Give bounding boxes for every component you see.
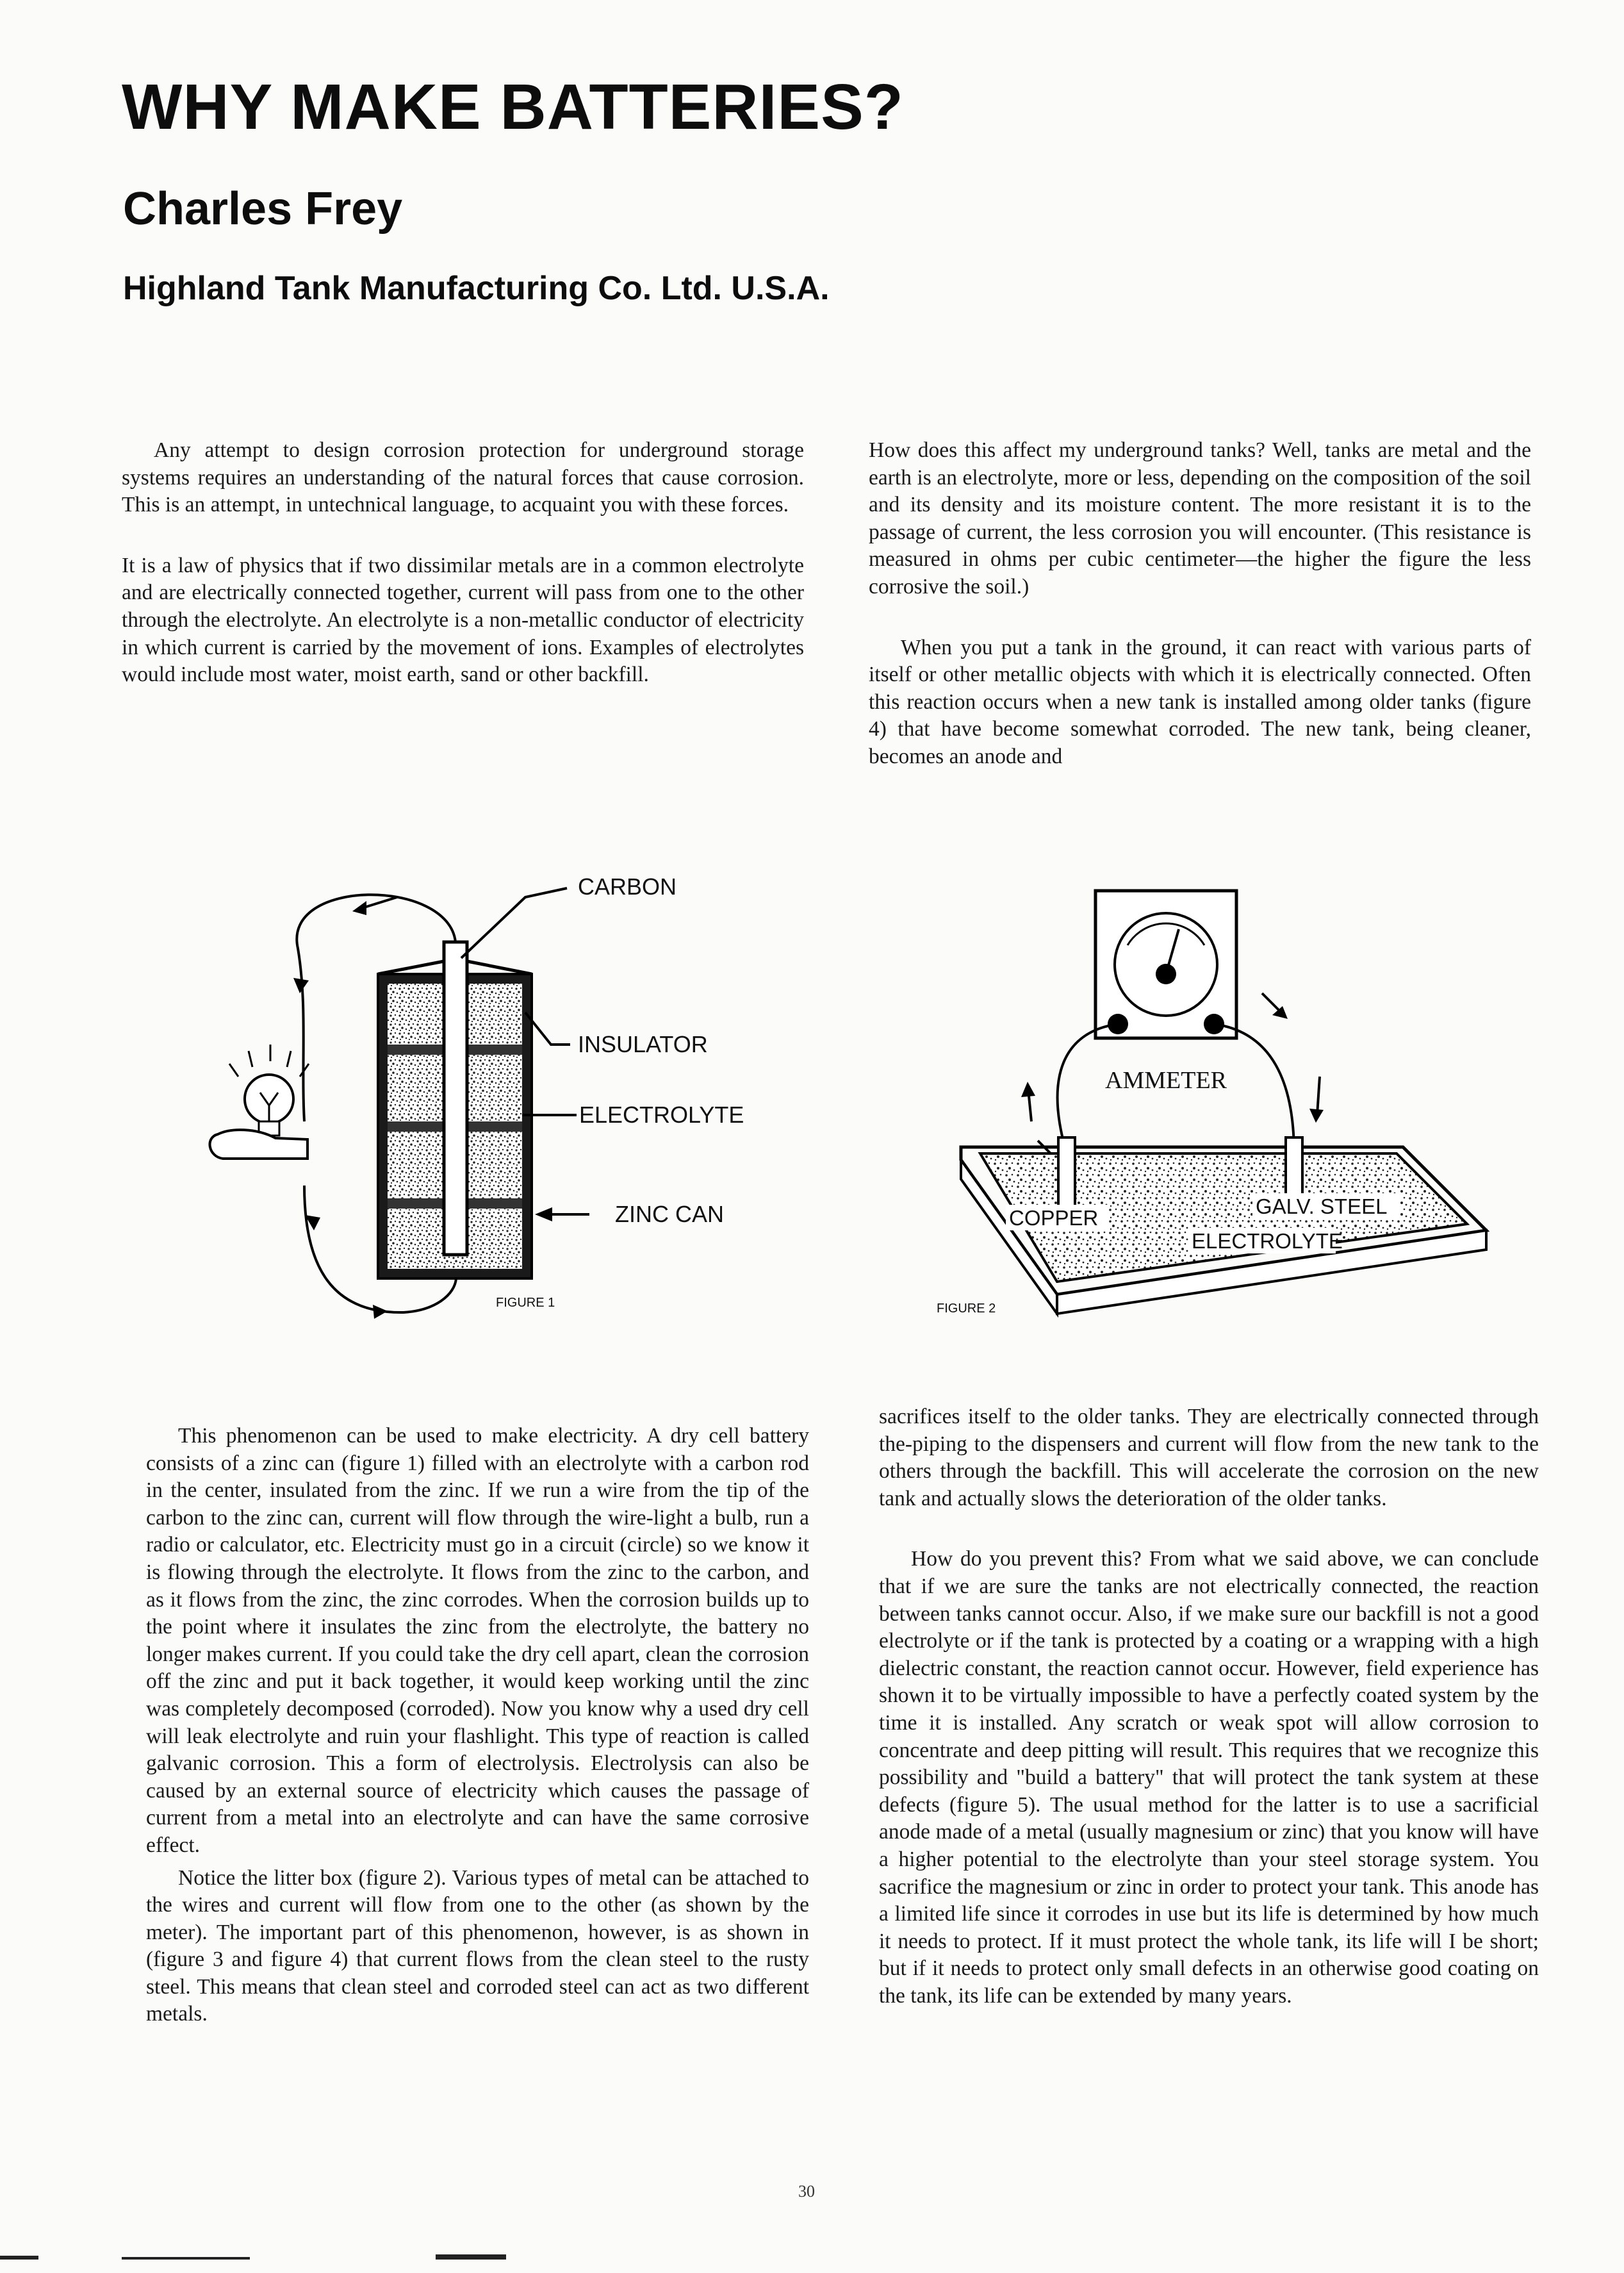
flow-arrow — [1317, 1077, 1320, 1115]
carbon-rod — [444, 942, 467, 1255]
label-electrolyte: ELECTROLYTE — [579, 1102, 744, 1128]
figure-1-dry-cell — [192, 852, 833, 1339]
paragraph: Notice the litter box (figure 2). Various types of metal can be attached to the wires and current will flow from one to the other (as shown by the meter). The important part of this phenomenon, however, is as shown in (figure 3 and figure 4) that current flows from the clean steel to the rusty steel. This means that clean steel and corroded steel can act as two different metals. — [146, 1865, 809, 2026]
column-bottom-right — [879, 1403, 1539, 2043]
ammeter-pivot — [1156, 964, 1176, 984]
hand-icon — [210, 1130, 308, 1159]
column-top-left — [122, 437, 804, 722]
paragraph: When you put a tank in the ground, it can react with various parts of itself or other metallic objects with which it is electrically connected. Often this reaction occurs when a new tank is installed among older tanks (figure 4) that have become somewhat corroded. The new tank, being cleaner, becomes an anode and — [869, 635, 1531, 768]
flow-arrow-head — [293, 978, 309, 993]
flow-arrow — [1262, 993, 1281, 1013]
scan-edge-mark — [436, 2254, 506, 2260]
figure-1-caption: FIGURE 1 — [496, 1296, 555, 1310]
carbon-leader — [461, 888, 567, 958]
figure-2-litter-box — [935, 884, 1512, 1346]
paragraph: How do you prevent this? From what we said above, we can conclude that if we are sure the tanks are not electrically connected, the reaction between tanks cannot occur. Also, if we make sure our backfill is not a good electrolyte or if the tank is protected by a coating or a wrapping with a high dielectric constant, the reaction cannot occur. However, field experience has shown it to be virtually impossible to have a perfectly coated system by the time it is installed. Any scratch or weak spot will allow corrosion to concentrate and deep pitting will result. This requires that we recognize this possibility and "build a battery" that will protect the tank system at these defects (figure 5). The usual method for the latter is to use a sacrificial anode made of a metal (usually magnesium or zinc) that you know will have a higher potential to the electrolyte than your steel storage system. You sacrifice the magnesium or zinc in order to protect your tank. This anode has a limited life since it corrodes in use but its life is determined by how much it needs to protect. If it must protect the whole tank, its life will I be short; but if it needs to protect only small defects in an otherwise good coating on the tank, its life can be extended by many years. — [879, 1547, 1539, 2008]
label-zinc-can: ZINC CAN — [615, 1201, 724, 1227]
label-ammeter: AMMETER — [1105, 1067, 1227, 1094]
flow-arrow-head — [1021, 1082, 1035, 1097]
page-number: 30 — [798, 2182, 815, 2201]
label-copper: COPPER — [1009, 1206, 1099, 1230]
flow-arrow-head — [352, 901, 366, 915]
label-carbon: CARBON — [578, 873, 677, 900]
column-top-right — [869, 437, 1531, 804]
flow-arrow-head — [373, 1305, 388, 1319]
flow-arrow-head — [1309, 1109, 1324, 1123]
flow-arrow-head — [1272, 1006, 1288, 1019]
zinc-can-arrow — [535, 1207, 552, 1221]
label-electrolyte: ELECTROLYTE — [1192, 1229, 1343, 1253]
company-name: Highland Tank Manufacturing Co. Ltd. U.S.A. — [123, 270, 830, 307]
paragraph: sacrifices itself to the older tanks. They are electrically connected through the-piping to the dispensers and current will flow from the new tank to the others through the backfill. This will accelerate the corrosion on the new tank and actually slows the deterioration of the older tanks. — [879, 1405, 1539, 1510]
label-galv-steel: GALV. STEEL — [1256, 1194, 1388, 1218]
article-title: WHY MAKE BATTERIES? — [122, 71, 904, 143]
light-bulb-icon — [229, 1045, 309, 1136]
scan-edge-mark — [0, 2256, 38, 2260]
paragraph: This phenomenon can be used to make electricity. A dry cell battery consists of a zinc can (figure 1) filled with an electrolyte with a carbon rod in the center, insulated from the zinc. If we run a wire from the tip of the carbon to the zinc can, current will flow through the wire-light a bulb, run a radio or calculator, etc. Electricity must go in a circuit (circle) so we know it is flowing through the electrolyte. It flows from the zinc to the carbon, and as it flows from the zinc, the zinc corrodes. When the corrosion builds up to the point where it insulates the zinc from the electrolyte, the battery no longer makes current. If you could take the dry cell apart, clean the corrosion off the zinc and put it back together, it would keep working until the zinc was completely decomposed (corroded). Now you know why a used dry cell will leak electrolyte and ruin your flashlight. This type of reaction is called galvanic corrosion. This a form of electrolysis. Electrolysis can also be caused by an external source of electricity which causes the passage of current from a metal into an electrolyte and can have the same corrosive effect. — [146, 1424, 809, 1857]
paragraph: It is a law of physics that if two dissimilar metals are in a common electrolyte and are electrically connected together, current will pass from one to the other through the electrolyte. An electrolyte is a non-metallic conductor of electricity in which current is carried by the movement of ions. Examples of electrolytes would include most water, moist earth, sand or other backfill. — [122, 553, 804, 687]
column-bottom-left — [146, 1423, 809, 2062]
label-insulator: INSULATOR — [578, 1031, 708, 1057]
author-name: Charles Frey — [123, 183, 403, 235]
copper-electrode — [1058, 1137, 1075, 1208]
scan-edge-mark — [122, 2257, 250, 2260]
paragraph: Any attempt to design corrosion protection for underground storage systems requires an understanding of the natural forces that cause corrosion. This is an attempt, in untechnical language, to acquaint you with these forces. — [122, 438, 804, 517]
paragraph: How does this affect my underground tanks? Well, tanks are metal and the earth is an electrolyte, more or less, depending on the composition of the soil and its density and its moisture content. The more resistant it is to the passage of current, the less corrosion you will encounter. (This resistance is measured in ohms per cubic centimeter—the higher the figure the less corrosive the soil.) — [869, 438, 1531, 599]
figure-2-caption: FIGURE 2 — [937, 1302, 996, 1316]
